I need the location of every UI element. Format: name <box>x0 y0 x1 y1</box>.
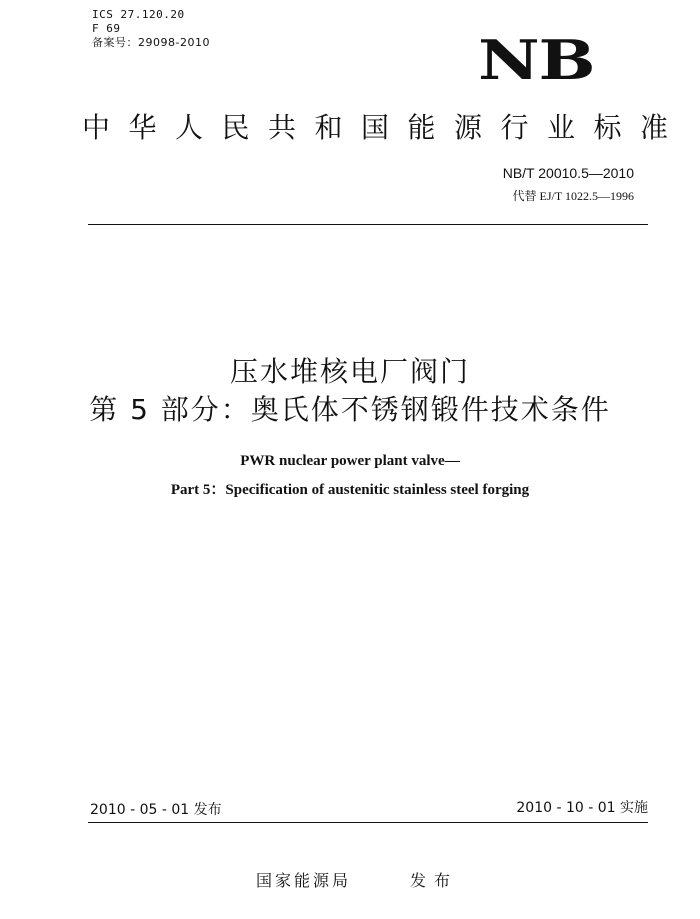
standard-code: NB/T 20010.5—2010 <box>502 165 634 181</box>
title-chinese-line2: 第 5 部分：奥氏体不锈钢锻件技术条件 <box>89 393 611 426</box>
title-chinese-line1: 压水堆核电厂阀门 <box>229 355 470 388</box>
replaced-standard: 代替 EJ/T 1022.5—1996 <box>512 189 634 203</box>
nb-logo: NB <box>478 28 595 92</box>
implementation-date: 2010 - 10 - 01 实施 <box>516 800 648 816</box>
classification-code: F 69 <box>92 22 121 35</box>
issue-label: 发布 <box>410 871 459 890</box>
issuing-authority: 国家能源局 <box>256 871 352 890</box>
top-divider <box>88 224 648 225</box>
title-english-line2: Part 5：Specification of austenitic stainless steel forging <box>170 482 530 498</box>
issue-date: 2010 - 05 - 01 发布 <box>90 802 222 818</box>
title-english-line1: PWR nuclear power plant valve— <box>240 453 460 469</box>
record-number: 备案号：29098-2010 <box>92 36 210 49</box>
standard-type-heading: 中华人民共和国能源行业标准 <box>82 111 687 144</box>
bottom-divider <box>88 822 648 823</box>
ics-code: ICS 27.120.20 <box>92 8 185 21</box>
